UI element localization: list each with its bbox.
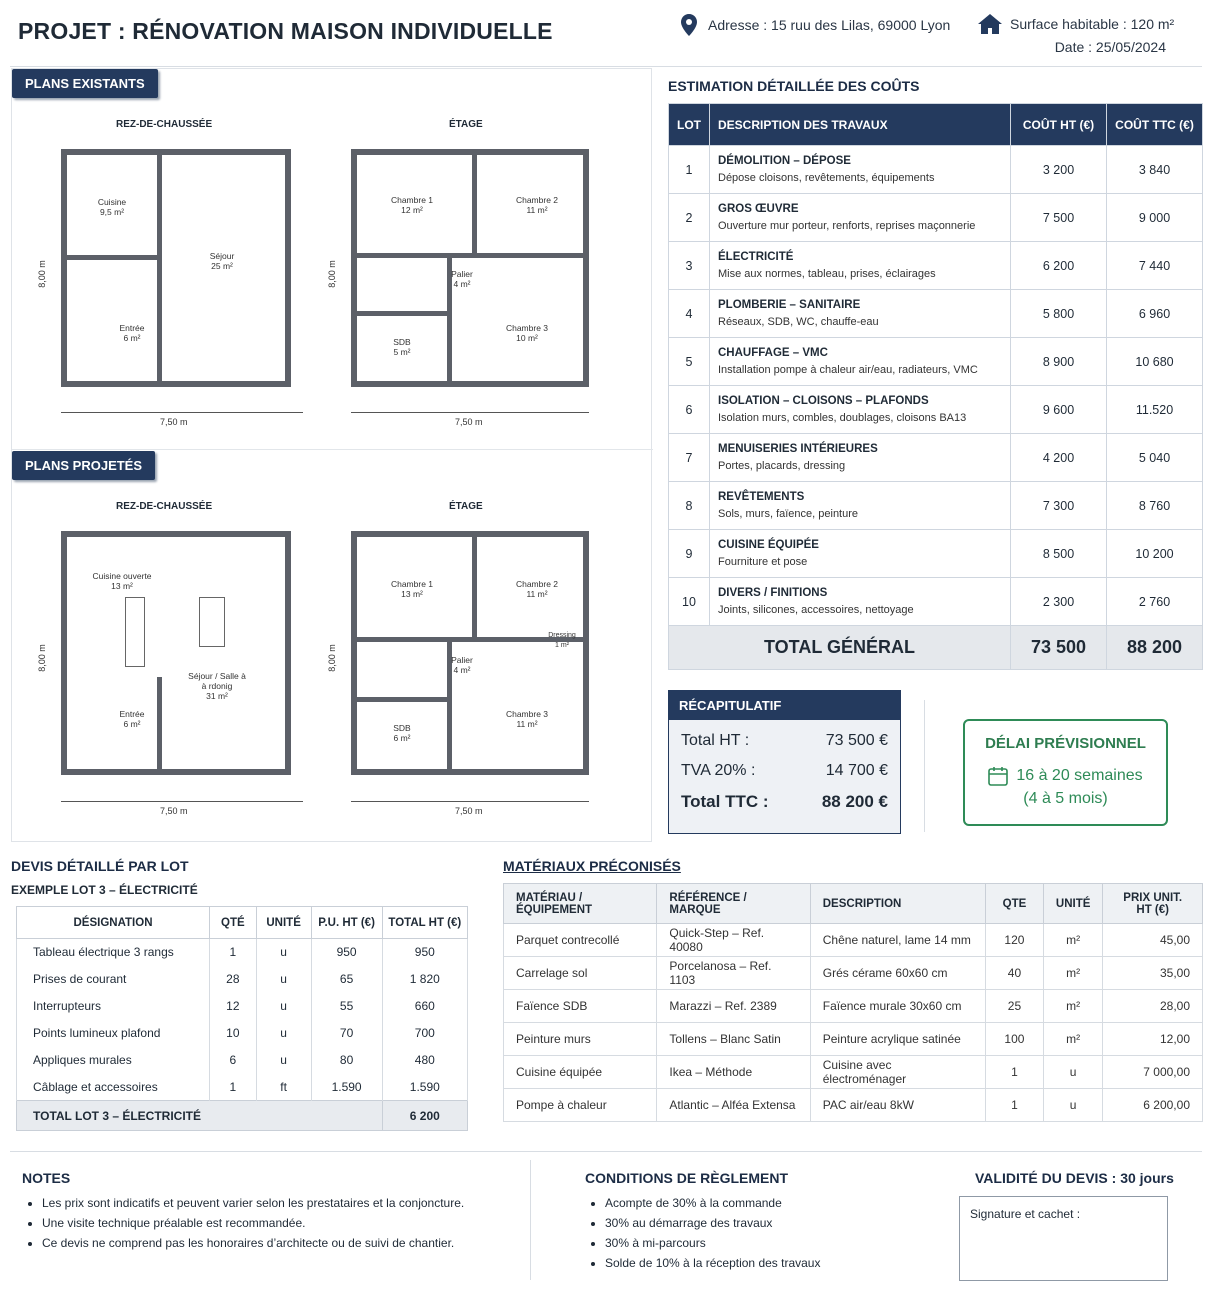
material-cell: PAC air/eau 8kW xyxy=(810,1089,985,1122)
cost-item-desc: Fourniture et pose xyxy=(718,556,808,568)
cost-title: ESTIMATION DÉTAILLÉE DES COÛTS xyxy=(668,78,920,94)
recap-ttc-label: Total TTC : xyxy=(681,792,769,811)
payment-item: • Solde de 10% à la réception des travaux xyxy=(605,1256,820,1270)
lot-cell: Prises de courant xyxy=(17,966,210,993)
cost-desc-cell xyxy=(710,386,1011,434)
dim-height-3: 8,00 m xyxy=(36,644,47,672)
address-text: Adresse : 15 ruu des Lilas, 69000 Lyon xyxy=(708,17,951,33)
lot-cell: 1.590 xyxy=(311,1074,382,1101)
material-cell: Cuisine équipée xyxy=(504,1056,657,1089)
surface-block xyxy=(978,14,1174,34)
mat-header-4: UNITÉ xyxy=(1043,884,1103,924)
cost-item-desc: Mise aux normes, tableau, prises, éclairages xyxy=(718,268,936,280)
cost-lot: 7 xyxy=(669,434,710,482)
cost-lot: 6 xyxy=(669,386,710,434)
cost-ht: 8 900 xyxy=(1011,338,1107,386)
notes-block xyxy=(22,1170,464,1250)
material-cell: Chêne naturel, lame 14 mm xyxy=(810,924,985,957)
cost-item-desc: Réseaux, SDB, WC, chauffe-eau xyxy=(718,316,879,328)
cost-ht: 9 600 xyxy=(1011,386,1107,434)
lot-header-3: P.U. HT (€) xyxy=(311,907,382,939)
lot-cell: 1 xyxy=(209,1074,256,1101)
lot-row xyxy=(17,1047,468,1074)
dim-height-4: 8,00 m xyxy=(326,644,337,672)
existing-floor-label: ÉTAGE xyxy=(449,119,483,130)
material-cell: 6 200,00 xyxy=(1103,1089,1203,1122)
cost-ttc: 8 760 xyxy=(1107,482,1203,530)
cost-item-desc: Ouverture mur porteur, renforts, reprises maçonnerie xyxy=(718,220,976,232)
material-cell: Quick-Step – Ref. 40080 xyxy=(657,924,810,957)
material-cell: 28,00 xyxy=(1103,990,1203,1023)
cost-desc-cell xyxy=(710,146,1011,194)
dim-width-2: 7,50 m xyxy=(455,417,483,427)
material-row xyxy=(504,1056,1203,1089)
lot-row xyxy=(17,1020,468,1047)
lot-cell: ft xyxy=(256,1074,311,1101)
cost-ht: 7 300 xyxy=(1011,482,1107,530)
cost-lot: 9 xyxy=(669,530,710,578)
material-cell: 45,00 xyxy=(1103,924,1203,957)
material-cell: 12,00 xyxy=(1103,1023,1203,1056)
room-landing: Palier 4 m² xyxy=(451,269,473,289)
cost-lot: 10 xyxy=(669,578,710,626)
material-cell: 1 xyxy=(986,1056,1044,1089)
cost-item-title: PLOMBERIE – SANITAIRE xyxy=(718,299,861,311)
cost-ttc: 6 960 xyxy=(1107,290,1203,338)
cost-desc-cell xyxy=(710,482,1011,530)
cost-item-desc: Dépose cloisons, revêtements, équipements xyxy=(718,172,935,184)
lot-cell: u xyxy=(256,1047,311,1074)
lot-cell: u xyxy=(256,993,311,1020)
room-kitchen-open: Cuisine ouverte 13 m² xyxy=(92,571,152,591)
cost-row xyxy=(669,482,1203,530)
cost-lot: 2 xyxy=(669,194,710,242)
material-cell: m² xyxy=(1043,1023,1103,1056)
lot-cell: Appliques murales xyxy=(17,1047,210,1074)
payment-title: CONDITIONS DE RÈGLEMENT xyxy=(585,1170,789,1186)
date-text: Date : 25/05/2024 xyxy=(1054,39,1166,55)
delay-title: DÉLAI PRÉVISIONNEL xyxy=(985,735,1146,752)
lot-cell: 700 xyxy=(382,1020,467,1047)
note-item: • Une visite technique préalable est recommandée. xyxy=(42,1216,464,1230)
material-cell: u xyxy=(1043,1089,1103,1122)
material-cell: m² xyxy=(1043,924,1103,957)
cost-ht: 7 500 xyxy=(1011,194,1107,242)
recap-ht-label: Total HT : xyxy=(681,732,750,749)
dim-width-3: 7,50 m xyxy=(160,806,188,816)
dim-width: 7,50 m xyxy=(160,417,188,427)
cost-row xyxy=(669,290,1203,338)
material-cell: Cuisine avec électroménager xyxy=(810,1056,985,1089)
cost-ttc: 10 680 xyxy=(1107,338,1203,386)
note-item: • Les prix sont indicatifs et peuvent varier selon les prestataires et la conjoncture. xyxy=(42,1196,464,1210)
lot-cell: u xyxy=(256,966,311,993)
room-sdb: SDB 5 m² xyxy=(393,337,411,357)
payment-block xyxy=(585,1170,820,1270)
signature-box[interactable] xyxy=(959,1196,1168,1281)
room-ch3-2: Chambre 3 11 m² xyxy=(505,709,549,729)
recap-box xyxy=(668,690,901,834)
material-cell: Tollens – Blanc Satin xyxy=(657,1023,810,1056)
cost-lot: 5 xyxy=(669,338,710,386)
cost-item-desc: Portes, placards, dressing xyxy=(718,460,846,472)
lot-header-4: TOTAL HT (€) xyxy=(382,907,467,939)
mat-header-0: MATÉRIAU / ÉQUIPEMENT xyxy=(504,884,657,924)
cost-header-3: COÛT TTC (€) xyxy=(1107,104,1203,146)
cost-total-row xyxy=(669,626,1203,670)
lot-row xyxy=(17,993,468,1020)
cost-item-desc: Installation pompe à chaleur air/eau, radiateurs, VMC xyxy=(718,364,978,376)
mat-header-5: PRIX UNIT. HT (€) xyxy=(1103,884,1203,924)
signature-label: Signature et cachet : xyxy=(970,1207,1081,1221)
cost-item-title: DÉMOLITION – DÉPOSE xyxy=(718,155,851,167)
room-living-dining: Séjour / Salle à à rdonig 31 m² xyxy=(188,671,246,701)
dim-height-2: 8,00 m xyxy=(326,260,337,288)
lot-cell: 10 xyxy=(209,1020,256,1047)
material-cell: Faïence murale 30x60 cm xyxy=(810,990,985,1023)
lot-header-0: DÉSIGNATION xyxy=(17,907,210,939)
material-cell: 100 xyxy=(986,1023,1044,1056)
notes-title: NOTES xyxy=(22,1170,71,1186)
material-cell: 35,00 xyxy=(1103,957,1203,990)
material-cell: Parquet contrecollé xyxy=(504,924,657,957)
recap-title: RÉCAPITULATIF xyxy=(669,691,900,720)
cost-item-title: CUISINE ÉQUIPÉE xyxy=(718,539,819,551)
room-ch2: Chambre 2 11 m² xyxy=(515,195,559,215)
room-sdb-2: SDB 6 m² xyxy=(393,723,411,743)
location-pin-icon xyxy=(680,14,698,36)
dim-width-4: 7,50 m xyxy=(455,806,483,816)
material-cell: Marazzi – Ref. 2389 xyxy=(657,990,810,1023)
cost-ht: 6 200 xyxy=(1011,242,1107,290)
material-cell: Atlantic – Alféa Extensa xyxy=(657,1089,810,1122)
payment-item: • Acompte de 30% à la commande xyxy=(605,1196,820,1210)
material-cell: 7 000,00 xyxy=(1103,1056,1203,1089)
lot-cell: 1 xyxy=(209,939,256,966)
cost-table xyxy=(668,103,1203,670)
cost-lot: 4 xyxy=(669,290,710,338)
lot-cell: Tableau électrique 3 rangs xyxy=(17,939,210,966)
lot-row xyxy=(17,1074,468,1101)
cost-item-title: DIVERS / FINITIONS xyxy=(718,587,828,599)
lot-cell: 950 xyxy=(311,939,382,966)
recap-ttc: 88 200 € xyxy=(821,792,888,811)
cost-total-label: TOTAL GÉNÉRAL xyxy=(669,626,1011,670)
lot-cell: Câblage et accessoires xyxy=(17,1074,210,1101)
recap-tva-label: TVA 20% : xyxy=(681,762,756,779)
lot-cell: 6 xyxy=(209,1047,256,1074)
material-cell: 120 xyxy=(986,924,1044,957)
material-cell: Faïence SDB xyxy=(504,990,657,1023)
material-cell: Peinture acrylique satinée xyxy=(810,1023,985,1056)
lot-subtitle: EXEMPLE LOT 3 – ÉLECTRICITÉ xyxy=(11,883,198,897)
lot-cell: 660 xyxy=(382,993,467,1020)
room-ch2-2: Chambre 2 11 m² xyxy=(515,579,559,599)
cost-row xyxy=(669,578,1203,626)
projected-ground-plan xyxy=(61,531,291,775)
lot-header-2: UNITÉ xyxy=(256,907,311,939)
material-cell: m² xyxy=(1043,957,1103,990)
cost-ttc: 7 440 xyxy=(1107,242,1203,290)
material-cell: 40 xyxy=(986,957,1044,990)
material-cell: Porcelanosa – Ref. 1103 xyxy=(657,957,810,990)
validity-title: VALIDITÉ DU DEVIS : 30 jours xyxy=(975,1170,1174,1186)
cost-header-2: COÛT HT (€) xyxy=(1011,104,1107,146)
cost-desc-cell xyxy=(710,242,1011,290)
calendar-icon xyxy=(988,766,1008,786)
lot-cell: 1 820 xyxy=(382,966,467,993)
lot-total-label: TOTAL LOT 3 – ÉLECTRICITÉ xyxy=(17,1101,383,1131)
room-ch1-2: Chambre 1 13 m² xyxy=(390,579,434,599)
delay-weeks: 16 à 20 semaines xyxy=(1016,767,1143,784)
lot-title: DEVIS DÉTAILLÉ PAR LOT xyxy=(11,858,189,874)
room-living: Séjour 25 m² xyxy=(209,251,235,271)
note-item: • Ce devis ne comprend pas les honoraires d’architecte ou de suivi de chantier. xyxy=(42,1236,464,1250)
cost-ht: 4 200 xyxy=(1011,434,1107,482)
cost-row xyxy=(669,386,1203,434)
page-title: PROJET : RÉNOVATION MAISON INDIVIDUELLE xyxy=(18,18,553,44)
cost-desc-cell xyxy=(710,194,1011,242)
projected-plans-tag: PLANS PROJETÉS xyxy=(12,451,155,480)
cost-ht: 5 800 xyxy=(1011,290,1107,338)
recap-ht: 73 500 € xyxy=(825,732,888,749)
room-ch1: Chambre 1 12 m² xyxy=(390,195,434,215)
cost-desc-cell xyxy=(710,434,1011,482)
projected-ground-label: REZ-DE-CHAUSSÉE xyxy=(116,501,213,512)
mat-header-2: DESCRIPTION xyxy=(810,884,985,924)
existing-ground-plan xyxy=(61,149,291,387)
plans-panel xyxy=(11,68,652,842)
cost-ttc: 9 000 xyxy=(1107,194,1203,242)
house-icon xyxy=(978,14,1002,34)
cost-ttc: 2 760 xyxy=(1107,578,1203,626)
header-divider xyxy=(10,66,1202,67)
material-row xyxy=(504,924,1203,957)
cost-ht: 3 200 xyxy=(1011,146,1107,194)
cost-lot: 8 xyxy=(669,482,710,530)
materials-title: MATÉRIAUX PRÉCONISÉS xyxy=(503,858,681,874)
delay-months: (4 à 5 mois) xyxy=(1023,790,1108,807)
surface-text: Surface habitable : 120 m² xyxy=(1010,16,1175,32)
cost-item-desc: Joints, silicones, accessoires, nettoyage xyxy=(718,604,914,616)
cost-header-0: LOT xyxy=(669,104,710,146)
cost-total-ttc: 88 200 xyxy=(1107,626,1203,670)
material-row xyxy=(504,1023,1203,1056)
cost-lot: 1 xyxy=(669,146,710,194)
cost-desc-cell xyxy=(710,530,1011,578)
recap-tva: 14 700 € xyxy=(825,762,888,779)
cost-row xyxy=(669,338,1203,386)
cost-item-desc: Sols, murs, faïence, peinture xyxy=(718,508,859,520)
lot-total-value: 6 200 xyxy=(382,1101,467,1131)
lot-row xyxy=(17,966,468,993)
cost-item-title: MENUISERIES INTÉRIEURES xyxy=(718,443,878,455)
cost-ttc: 10 200 xyxy=(1107,530,1203,578)
cost-row xyxy=(669,530,1203,578)
address-block xyxy=(680,14,950,36)
lot-header-1: QTÉ xyxy=(209,907,256,939)
material-row xyxy=(504,1089,1203,1122)
cost-row xyxy=(669,194,1203,242)
lot-cell: 70 xyxy=(311,1020,382,1047)
projected-floor-plan xyxy=(351,531,589,775)
existing-floor-plan xyxy=(351,149,589,387)
material-cell: Peinture murs xyxy=(504,1023,657,1056)
room-entry: Entrée 6 m² xyxy=(119,323,145,343)
cost-item-title: GROS ŒUVRE xyxy=(718,203,799,215)
material-cell: Pompe à chaleur xyxy=(504,1089,657,1122)
room-entry-2: Entrée 6 m² xyxy=(119,709,145,729)
lot-cell: 80 xyxy=(311,1047,382,1074)
materials-table xyxy=(503,883,1203,1122)
cost-ttc: 5 040 xyxy=(1107,434,1203,482)
room-kitchen: Cuisine 9,5 m² xyxy=(97,197,127,217)
lot-cell: 55 xyxy=(311,993,382,1020)
material-cell: Ikea – Méthode xyxy=(657,1056,810,1089)
lot-cell: u xyxy=(256,939,311,966)
lot-cell: u xyxy=(256,1020,311,1047)
cost-item-title: CHAUFFAGE – VMC xyxy=(718,347,828,359)
material-cell: m² xyxy=(1043,990,1103,1023)
cost-desc-cell xyxy=(710,578,1011,626)
cost-desc-cell xyxy=(710,338,1011,386)
dim-height: 8,00 m xyxy=(36,260,47,288)
lot-table xyxy=(16,906,468,1131)
material-row xyxy=(504,957,1203,990)
cost-ht: 2 300 xyxy=(1011,578,1107,626)
material-row xyxy=(504,990,1203,1023)
lot-cell: 480 xyxy=(382,1047,467,1074)
existing-ground-label: REZ-DE-CHAUSSÉE xyxy=(116,119,213,130)
lot-cell: Interrupteurs xyxy=(17,993,210,1020)
cost-item-desc: Isolation murs, combles, doublages, cloisons BA13 xyxy=(718,412,967,424)
lot-cell: Points lumineux plafond xyxy=(17,1020,210,1047)
cost-item-title: ÉLECTRICITÉ xyxy=(718,251,794,263)
material-cell: Grés cérame 60x60 cm xyxy=(810,957,985,990)
material-cell: Carrelage sol xyxy=(504,957,657,990)
material-cell: u xyxy=(1043,1056,1103,1089)
cost-ttc: 11.520 xyxy=(1107,386,1203,434)
lot-cell: 28 xyxy=(209,966,256,993)
projected-floor-label: ÉTAGE xyxy=(449,501,483,512)
cost-lot: 3 xyxy=(669,242,710,290)
lot-total-row xyxy=(17,1101,468,1131)
cost-header-1: DESCRIPTION DES TRAVAUX xyxy=(710,104,1011,146)
material-cell: 25 xyxy=(986,990,1044,1023)
cost-row xyxy=(669,434,1203,482)
cost-row xyxy=(669,146,1203,194)
cost-ttc: 3 840 xyxy=(1107,146,1203,194)
existing-plans-tag: PLANS EXISTANTS xyxy=(12,69,158,98)
room-landing-2: Palier 4 m² xyxy=(451,655,473,675)
room-dressing: Dressing 1 m² xyxy=(548,632,576,649)
cost-desc-cell xyxy=(710,290,1011,338)
mat-header-1: RÉFÉRENCE / MARQUE xyxy=(657,884,810,924)
lot-cell: 12 xyxy=(209,993,256,1020)
cost-ht: 8 500 xyxy=(1011,530,1107,578)
room-ch3: Chambre 3 10 m² xyxy=(505,323,549,343)
lot-cell: 950 xyxy=(382,939,467,966)
lot-row xyxy=(17,939,468,966)
payment-item: • 30% au démarrage des travaux xyxy=(605,1216,820,1230)
cost-item-title: ISOLATION – CLOISONS – PLAFONDS xyxy=(718,395,929,407)
lot-cell: 1.590 xyxy=(382,1074,467,1101)
payment-item: • 30% à mi-parcours xyxy=(605,1236,820,1250)
mat-header-3: QTE xyxy=(986,884,1044,924)
delay-box xyxy=(963,719,1168,826)
cost-row xyxy=(669,242,1203,290)
cost-total-ht: 73 500 xyxy=(1011,626,1107,670)
lot-cell: 65 xyxy=(311,966,382,993)
material-cell: 1 xyxy=(986,1089,1044,1122)
cost-item-title: REVÊTEMENTS xyxy=(718,491,805,503)
